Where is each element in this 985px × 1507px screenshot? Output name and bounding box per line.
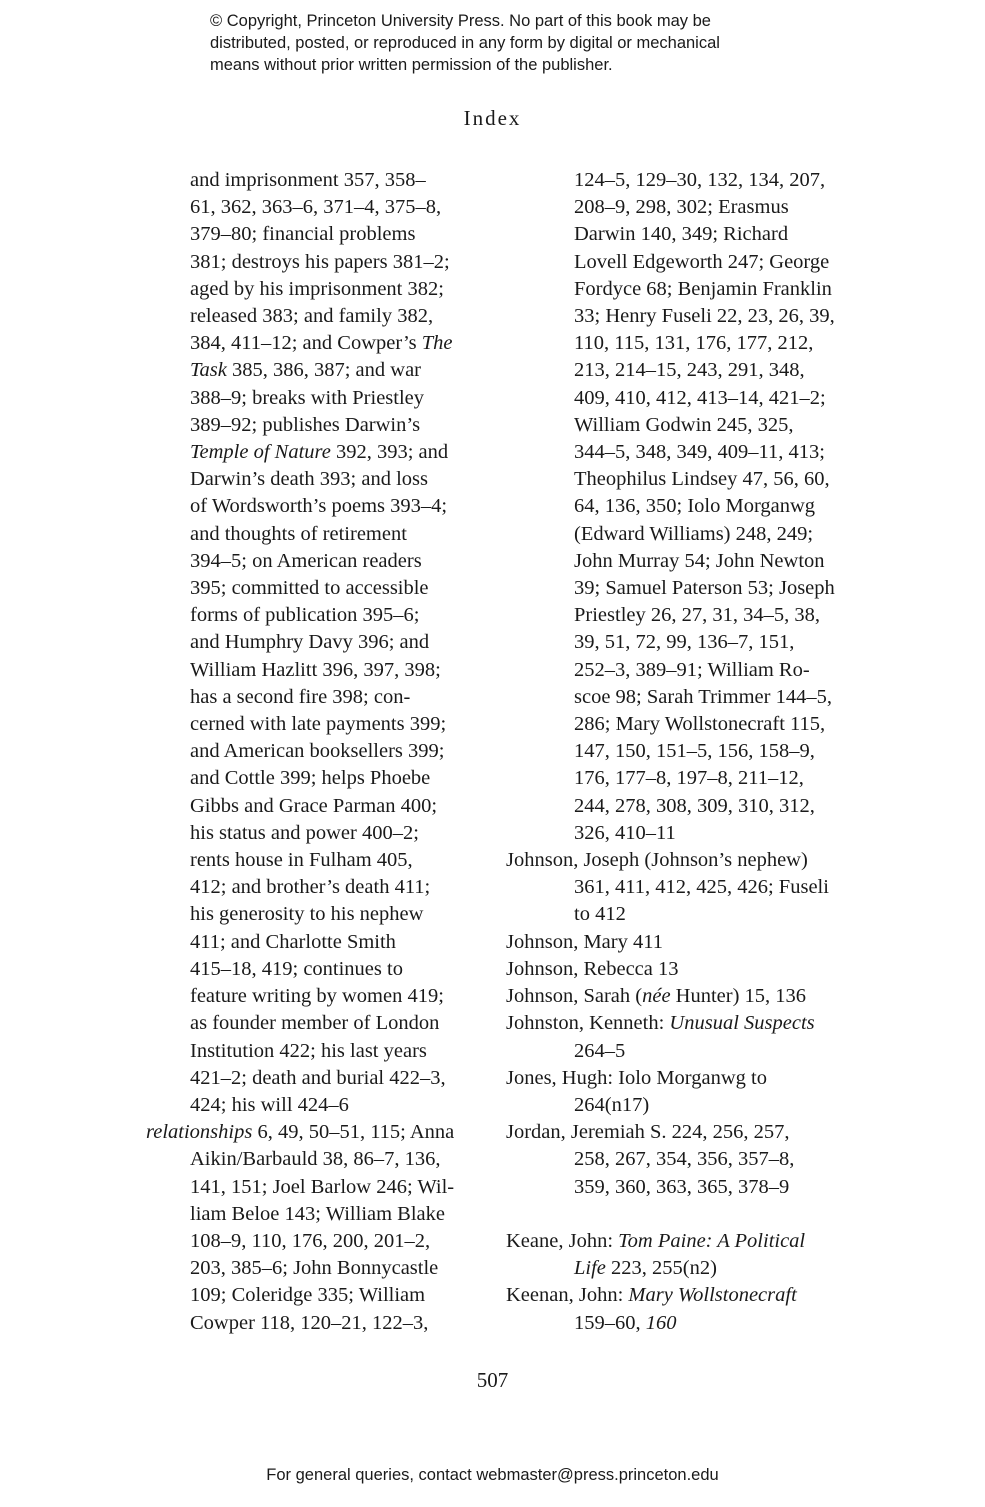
index-line: Lovell Edgeworth 247; George <box>574 250 830 273</box>
copyright-line: © Copyright, Princeton University Press. No part of this book may be <box>210 12 711 30</box>
index-line: Theophilus Lindsey 47, 56, 60, <box>574 468 830 491</box>
index-line: scoe 98; Sarah Trimmer 144–5, <box>574 685 832 708</box>
index-line: Fordyce 68; Benjamin Franklin <box>574 277 832 300</box>
index-line: 389–92; publishes Darwin’s <box>190 413 421 436</box>
letter-group-gap <box>506 1201 876 1228</box>
index-line: has a second fire 398; con- <box>190 685 411 708</box>
index-line: 286; Mary Wollstonecraft 115, <box>574 713 826 736</box>
index-entry: Johnson, Joseph (Johnson’s nephew) <box>506 849 808 872</box>
index-line: 64, 136, 350; Iolo Morganwg <box>574 495 816 518</box>
index-line: 108–9, 110, 176, 200, 201–2, <box>190 1229 431 1252</box>
index-line: 264–5 <box>574 1039 626 1062</box>
index-line: 381; destroys his papers 381–2; <box>190 250 450 273</box>
index-line: 109; Coleridge 335; William <box>190 1284 426 1307</box>
index-line: 159–60, 160 <box>574 1311 677 1334</box>
running-head: Index <box>463 106 522 130</box>
copyright-line: means without prior written permission of the publisher. <box>210 56 613 74</box>
index-line: his status and power 400–2; <box>190 821 419 844</box>
index-entry: Jones, Hugh: Iolo Morganwg to <box>506 1066 767 1089</box>
index-line: 415–18, 419; continues to <box>190 957 403 980</box>
index-line: 33; Henry Fuseli 22, 23, 26, 39, <box>574 305 835 328</box>
index-line: and imprisonment 357, 358– <box>190 169 426 191</box>
index-line: 409, 410, 412, 413–14, 421–2; <box>574 386 826 409</box>
copyright-line: distributed, posted, or reproduced in any form by digital or mechanical <box>210 34 720 52</box>
index-line: 203, 385–6; John Bonnycastle <box>190 1257 439 1280</box>
index-entry: Jordan, Jeremiah S. 224, 256, 257, <box>506 1121 790 1144</box>
index-line: and thoughts of retirement <box>190 522 407 545</box>
index-line: Task 385, 386, 387; and war <box>190 359 422 382</box>
index-line: Cowper 118, 120–21, 122–3, <box>190 1311 429 1334</box>
index-entry: Keane, John: Tom Paine: A Political <box>506 1229 806 1252</box>
page-number: 507 <box>476 1368 509 1392</box>
index-line: and American booksellers 399; <box>190 740 445 763</box>
index-line: Aikin/Barbauld 38, 86–7, 136, <box>190 1148 441 1171</box>
index-line: 411; and Charlotte Smith <box>190 930 396 953</box>
index-line: of Wordsworth’s poems 393–4; <box>190 495 448 518</box>
index-line: Darwin 140, 349; Richard <box>574 223 789 246</box>
index-line: (Edward Williams) 248, 249; <box>574 522 814 545</box>
index-line: feature writing by women 419; <box>190 985 444 1008</box>
index-line: Priestley 26, 27, 31, 34–5, 38, <box>574 604 820 627</box>
index-line: 141, 151; Joel Barlow 246; Wil- <box>190 1175 455 1198</box>
index-line: William Godwin 245, 325, <box>574 413 794 436</box>
index-line: 176, 177–8, 197–8, 211–12, <box>574 767 804 790</box>
index-entry: Johnston, Kenneth: Unusual Suspects <box>506 1012 815 1035</box>
index-line: and Cottle 399; helps Phoebe <box>190 767 431 790</box>
index-line: 384, 411–12; and Cowper’s The <box>190 332 453 355</box>
index-line: Institution 422; his last years <box>190 1039 427 1062</box>
index-line: 344–5, 348, 349, 409–11, 413; <box>574 441 825 464</box>
index-line: 359, 360, 363, 365, 378–9 <box>574 1175 790 1198</box>
index-line: 208–9, 298, 302; Erasmus <box>574 196 789 219</box>
index-column-right <box>506 167 876 1337</box>
index-line: 252–3, 389–91; William Ro- <box>574 658 810 681</box>
index-line: 147, 150, 151–5, 156, 158–9, <box>574 740 815 763</box>
index-line: forms of publication 395–6; <box>190 604 420 627</box>
index-entry: Johnson, Mary 411 <box>506 930 663 953</box>
index-line: 61, 362, 363–6, 371–4, 375–8, <box>190 196 442 219</box>
index-line: aged by his imprisonment 382; <box>190 277 444 300</box>
index-line: 258, 267, 354, 356, 357–8, <box>574 1148 795 1171</box>
index-line: Life 223, 255(n2) <box>574 1257 717 1280</box>
index-line: 424; his will 424–6 <box>190 1093 349 1116</box>
index-entry: Keenan, John: Mary Wollstonecraft <box>506 1284 797 1307</box>
index-line: cerned with late payments 399; <box>190 713 447 736</box>
index-line: 326, 410–11 <box>574 821 676 844</box>
index-line: 395; committed to accessible <box>190 577 429 600</box>
copyright-notice <box>210 10 810 76</box>
index-line: to 412 <box>574 903 626 926</box>
index-line: 421–2; death and burial 422–3, <box>190 1066 446 1089</box>
index-line: 39, 51, 72, 99, 136–7, 151, <box>574 631 795 654</box>
index-entry: Johnson, Sarah (née Hunter) 15, 136 <box>506 985 807 1008</box>
index-line: 39; Samuel Paterson 53; Joseph <box>574 577 835 600</box>
index-line: 412; and brother’s death 411; <box>190 876 431 899</box>
index-line: 394–5; on American readers <box>190 549 422 572</box>
index-line: rents house in Fulham 405, <box>190 849 413 872</box>
index-entry: Johnson, Rebecca 13 <box>506 957 679 980</box>
index-line: 110, 115, 131, 176, 177, 212, <box>574 332 814 355</box>
index-line: William Hazlitt 396, 397, 398; <box>190 658 441 681</box>
index-column-left <box>146 167 491 1337</box>
index-line: 124–5, 129–30, 132, 134, 207, <box>574 169 826 191</box>
index-line: and Humphry Davy 396; and <box>190 631 430 654</box>
index-line: his generosity to his nephew <box>190 903 424 926</box>
index-line: 388–9; breaks with Priestley <box>190 386 425 409</box>
index-line: released 383; and family 382, <box>190 305 434 328</box>
index-line: as founder member of London <box>190 1012 440 1035</box>
index-line: 361, 411, 412, 425, 426; Fuseli <box>574 876 829 899</box>
footer-contact: For general queries, contact webmaster@press.princeton.edu <box>266 1466 719 1484</box>
index-line: John Murray 54; John Newton <box>574 549 825 572</box>
index-line: Temple of Nature 392, 393; and <box>190 441 449 464</box>
index-line: 213, 214–15, 243, 291, 348, <box>574 359 805 382</box>
index-line: 244, 278, 308, 309, 310, 312, <box>574 794 815 817</box>
index-line: 379–80; financial problems <box>190 223 416 246</box>
index-line: Gibbs and Grace Parman 400; <box>190 794 438 817</box>
index-line: liam Beloe 143; William Blake <box>190 1202 445 1225</box>
index-line: 264(n17) <box>574 1093 650 1116</box>
index-line: Darwin’s death 393; and loss <box>190 468 428 491</box>
index-subentry: relationships 6, 49, 50–51, 115; Anna <box>146 1121 455 1144</box>
